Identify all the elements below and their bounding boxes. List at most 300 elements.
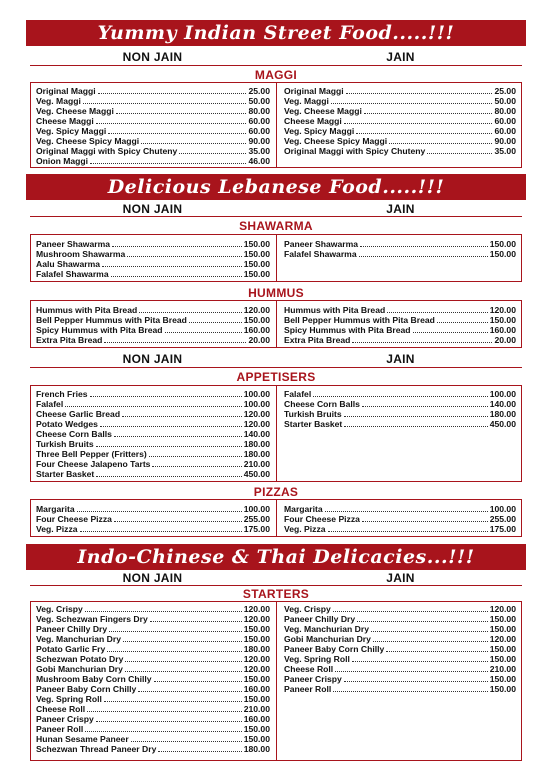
menu-item-price: 120.00	[243, 419, 270, 429]
dot-leader	[165, 332, 242, 333]
menu-item	[36, 684, 270, 694]
starters-jain-list	[284, 604, 516, 694]
menu-item-name: Veg. Cheese Spicy Maggi	[36, 136, 140, 146]
dot-leader	[138, 691, 241, 692]
menu-item-price: 150.00	[243, 315, 270, 325]
dot-leader	[141, 143, 246, 144]
menu-item-price: 100.00	[243, 399, 270, 409]
menu-item-name: Cheese Maggi	[284, 116, 342, 126]
menu-item-name: French Fries	[36, 389, 88, 399]
menu-item	[36, 654, 270, 664]
dot-leader	[149, 456, 242, 457]
menu-item-price: 150.00	[243, 249, 270, 259]
menu-item-price: 150.00	[489, 674, 516, 684]
dot-leader	[373, 641, 488, 642]
menu-item	[36, 704, 270, 714]
menu-item	[36, 146, 270, 156]
column-divider	[276, 601, 277, 761]
menu-item	[36, 389, 270, 399]
menu-item-name: Aalu Shawarma	[36, 259, 100, 269]
menu-item	[284, 116, 516, 126]
menu-item-price: 175.00	[243, 524, 270, 534]
menu-item-name: Turkish Bruits	[36, 439, 94, 449]
menu-item-price: 450.00	[489, 419, 516, 429]
menu-item-name: Cheese Roll	[284, 664, 334, 674]
dot-leader	[154, 681, 242, 682]
column-divider	[276, 385, 277, 482]
menu-item-price: 100.00	[243, 389, 270, 399]
menu-item-name: Gobi Manchurian Dry	[284, 634, 371, 644]
menu-item-price: 120.00	[243, 664, 270, 674]
menu-item-name: Veg. Manchurian Dry	[284, 624, 370, 634]
menu-item-name: Veg. Pizza	[284, 524, 326, 534]
menu-item-name: Paneer Crispy	[36, 714, 94, 724]
dot-leader	[139, 312, 241, 313]
menu-item-price: 210.00	[243, 459, 270, 469]
menu-item-price: 150.00	[489, 644, 516, 654]
menu-item	[284, 239, 516, 249]
menu-item-price: 160.00	[243, 714, 270, 724]
menu-item-price: 100.00	[489, 504, 516, 514]
dot-leader	[371, 631, 488, 632]
dot-leader	[427, 153, 492, 154]
menu-item-name: Original Maggi with Spicy Chuteny	[284, 146, 426, 156]
menu-item-name: Potato Wedges	[36, 419, 98, 429]
menu-item-name: Veg. Schezwan Fingers Dry	[36, 614, 148, 624]
menu-item-price: 150.00	[243, 724, 270, 734]
dot-leader	[362, 406, 488, 407]
menu-item-price: 25.00	[494, 86, 516, 96]
dot-leader	[104, 342, 246, 343]
dot-leader	[386, 651, 487, 652]
menu-item-name: Margarita	[284, 504, 323, 514]
menu-item	[36, 734, 270, 744]
menu-item-price: 450.00	[243, 469, 270, 479]
menu-item-price: 60.00	[494, 126, 516, 136]
menu-item	[284, 86, 516, 96]
menu-item-price: 150.00	[243, 624, 270, 634]
menu-item-name: Paneer Shawarma	[284, 239, 359, 249]
menu-item	[284, 654, 516, 664]
menu-item-price: 120.00	[489, 604, 516, 614]
dot-leader	[331, 103, 493, 104]
menu-item-name: Falafel	[36, 399, 64, 409]
menu-item	[36, 714, 270, 724]
menu-item-price: 50.00	[494, 96, 516, 106]
menu-item	[36, 269, 270, 279]
menu-item	[36, 624, 270, 634]
menu-item-price: 100.00	[243, 504, 270, 514]
menu-item	[284, 399, 516, 409]
menu-item-name: Veg. Cheese Spicy Maggi	[284, 136, 388, 146]
menu-item	[284, 624, 516, 634]
menu-item-price: 150.00	[489, 249, 516, 259]
dot-leader	[96, 446, 242, 447]
menu-item-name: Falafel Shawarma	[284, 249, 357, 259]
menu-item	[284, 146, 516, 156]
menu-item-name: Veg. Spicy Maggi	[36, 126, 107, 136]
dot-leader	[346, 93, 493, 94]
maggi-jain-list	[284, 86, 516, 156]
menu-item	[36, 335, 270, 345]
dot-leader	[356, 133, 492, 134]
dot-leader	[131, 741, 242, 742]
menu-item-price: 180.00	[243, 744, 270, 754]
menu-item	[36, 249, 270, 259]
dot-leader	[85, 611, 242, 612]
menu-item-name: Paneer Chilly Dry	[284, 614, 356, 624]
menu-item	[284, 305, 516, 315]
menu-item	[284, 684, 516, 694]
menu-item-price: 150.00	[243, 694, 270, 704]
menu-item-name: Spicy Hummus with Pita Bread	[36, 325, 163, 335]
menu-item-price: 150.00	[243, 239, 270, 249]
menu-item	[36, 259, 270, 269]
dot-leader	[122, 416, 242, 417]
dot-leader	[83, 103, 247, 104]
nonjain-heading: NON JAIN	[122, 50, 183, 64]
menu-item	[284, 604, 516, 614]
menu-item	[36, 644, 270, 654]
menu-item-price: 80.00	[494, 106, 516, 116]
section-starters: STARTERS	[242, 587, 310, 601]
dot-leader	[80, 531, 242, 532]
menu-item-name: Margarita	[36, 504, 75, 514]
menu-item	[284, 419, 516, 429]
menu-item	[36, 694, 270, 704]
menu-item	[36, 459, 270, 469]
menu-item	[284, 664, 516, 674]
menu-item-name: Paneer Crispy	[284, 674, 342, 684]
dot-leader	[437, 322, 488, 323]
menu-item-name: Paneer Shawarma	[36, 239, 111, 249]
menu-item-name: Veg. Maggi	[36, 96, 81, 106]
menu-item-name: Four Cheese Pizza	[36, 514, 112, 524]
menu-item	[36, 409, 270, 419]
menu-item-name: Veg. Spring Roll	[284, 654, 350, 664]
column-divider	[276, 499, 277, 537]
menu-item	[284, 644, 516, 654]
menu-item-name: Bell Pepper Hummus with Pita Bread	[284, 315, 435, 325]
menu-item-price: 255.00	[489, 514, 516, 524]
menu-item-name: Paneer Baby Corn Chilly	[284, 644, 385, 654]
menu-item-name: Hummus with Pita Bread	[284, 305, 386, 315]
dot-leader	[109, 631, 242, 632]
menu-item-name: Hunan Sesame Paneer	[36, 734, 129, 744]
menu-item-name: Mushroom Baby Corn Chilly	[36, 674, 152, 684]
menu-item	[284, 389, 516, 399]
menu-item	[284, 674, 516, 684]
section-appetisers: APPETISERS	[236, 370, 316, 384]
menu-item	[36, 305, 270, 315]
hummus-nonjain-list	[36, 305, 270, 345]
menu-item	[36, 325, 270, 335]
menu-item-price: 180.00	[243, 644, 270, 654]
menu-item-name: Starter Basket	[36, 469, 95, 479]
dot-leader	[389, 143, 492, 144]
divider	[30, 367, 522, 368]
menu-item	[36, 96, 270, 106]
dot-leader	[96, 123, 247, 124]
menu-item-name: Gobi Manchurian Dry	[36, 664, 123, 674]
menu-item-price: 20.00	[248, 335, 270, 345]
pizzas-nonjain-list	[36, 504, 270, 534]
menu-item-price: 150.00	[243, 734, 270, 744]
menu-item-name: Veg. Cheese Maggi	[36, 106, 114, 116]
hummus-jain-list	[284, 305, 516, 345]
menu-item-price: 150.00	[243, 269, 270, 279]
menu-item-price: 120.00	[243, 614, 270, 624]
dot-leader	[360, 246, 488, 247]
menu-item-name: Falafel	[284, 389, 312, 399]
menu-item-price: 150.00	[489, 239, 516, 249]
menu-item	[36, 634, 270, 644]
dot-leader	[333, 611, 488, 612]
dot-leader	[108, 133, 246, 134]
menu-item-price: 35.00	[494, 146, 516, 156]
menu-item-name: Extra Pita Bread	[36, 335, 103, 345]
dot-leader	[362, 521, 488, 522]
dot-leader	[107, 651, 241, 652]
menu-item-name: Cheese Corn Balls	[284, 399, 360, 409]
menu-item	[284, 136, 516, 146]
nonjain-heading: NON JAIN	[122, 202, 183, 216]
menu-item-price: 150.00	[489, 654, 516, 664]
starters-nonjain-list	[36, 604, 270, 754]
menu-item	[36, 524, 270, 534]
jain-heading: JAIN	[386, 352, 415, 366]
menu-item-name: Veg. Crispy	[36, 604, 83, 614]
menu-item-name: Veg. Crispy	[284, 604, 331, 614]
dot-leader	[96, 721, 242, 722]
menu-item-price: 255.00	[243, 514, 270, 524]
menu-item	[284, 106, 516, 116]
menu-item	[36, 604, 270, 614]
menu-item-name: Mushroom Shawarma	[36, 249, 126, 259]
menu-item-name: Four Cheese Pizza	[284, 514, 360, 524]
dot-leader	[344, 416, 488, 417]
menu-item-price: 60.00	[248, 116, 270, 126]
menu-item-price: 120.00	[243, 604, 270, 614]
shawarma-jain-list	[284, 239, 516, 259]
dot-leader	[333, 691, 487, 692]
dot-leader	[125, 671, 242, 672]
column-divider	[276, 300, 277, 348]
menu-item-price: 90.00	[494, 136, 516, 146]
menu-item	[284, 315, 516, 325]
menu-item-price: 120.00	[243, 305, 270, 315]
menu-item-price: 120.00	[243, 654, 270, 664]
menu-item	[36, 156, 270, 166]
dot-leader	[344, 123, 493, 124]
menu-item	[36, 106, 270, 116]
menu-item-name: Cheese Garlic Bread	[36, 409, 121, 419]
menu-item	[36, 429, 270, 439]
menu-item-price: 160.00	[489, 325, 516, 335]
dot-leader	[116, 113, 247, 114]
menu-item-name: Cheese Corn Balls	[36, 429, 112, 439]
menu-item	[284, 335, 516, 345]
menu-item	[284, 504, 516, 514]
menu-item-name: Veg. Manchurian Dry	[36, 634, 122, 644]
dot-leader	[387, 312, 487, 313]
menu-item	[284, 409, 516, 419]
column-divider	[276, 82, 277, 168]
menu-item	[36, 439, 270, 449]
menu-item-name: Hummus with Pita Bread	[36, 305, 138, 315]
dot-leader	[96, 476, 241, 477]
banner-lebanese-food: Delicious Lebanese Food.....!!!	[26, 174, 526, 200]
menu-item-price: 180.00	[243, 439, 270, 449]
dot-leader	[189, 322, 242, 323]
shawarma-nonjain-list	[36, 239, 270, 279]
menu-item-price: 140.00	[243, 429, 270, 439]
menu-item-name: Paneer Chilly Dry	[36, 624, 108, 634]
dot-leader	[357, 621, 488, 622]
menu-item-name: Starter Basket	[284, 419, 343, 429]
section-pizzas: PIZZAS	[253, 485, 299, 499]
menu-item-name: Veg. Cheese Maggi	[284, 106, 362, 116]
menu-item	[36, 469, 270, 479]
menu-item-name: Veg. Pizza	[36, 524, 78, 534]
menu-item-price: 150.00	[243, 674, 270, 684]
menu-item-price: 90.00	[248, 136, 270, 146]
menu-item-price: 175.00	[489, 524, 516, 534]
menu-item	[36, 399, 270, 409]
menu-item	[284, 514, 516, 524]
dot-leader	[123, 641, 242, 642]
dot-leader	[335, 671, 488, 672]
menu-item-name: Schezwan Thread Paneer Dry	[36, 744, 157, 754]
menu-item-name: Veg. Spring Roll	[36, 694, 102, 704]
dot-leader	[344, 681, 488, 682]
dot-leader	[127, 256, 241, 257]
menu-item	[284, 96, 516, 106]
dot-leader	[100, 426, 242, 427]
menu-item-price: 80.00	[248, 106, 270, 116]
menu-item	[284, 634, 516, 644]
dot-leader	[111, 276, 242, 277]
dot-leader	[104, 701, 242, 702]
menu-item-price: 25.00	[248, 86, 270, 96]
nonjain-heading: NON JAIN	[122, 571, 183, 585]
menu-item-name: Schezwan Potato Dry	[36, 654, 124, 664]
menu-item-price: 180.00	[489, 409, 516, 419]
menu-item	[36, 449, 270, 459]
menu-item	[36, 614, 270, 624]
menu-item-price: 60.00	[494, 116, 516, 126]
menu-item-name: Extra Pita Bread	[284, 335, 351, 345]
menu-item-price: 150.00	[489, 624, 516, 634]
menu-item	[36, 136, 270, 146]
nonjain-heading: NON JAIN	[122, 352, 183, 366]
dot-leader	[98, 93, 247, 94]
menu-item-price: 140.00	[489, 399, 516, 409]
dot-leader	[102, 266, 242, 267]
banner-indian-street-food: Yummy Indian Street Food.....!!!	[26, 20, 526, 46]
menu-item	[36, 126, 270, 136]
dot-leader	[150, 621, 242, 622]
menu-item-price: 210.00	[489, 664, 516, 674]
appetisers-jain-list	[284, 389, 516, 429]
menu-item-price: 160.00	[243, 325, 270, 335]
menu-item-name: Original Maggi	[36, 86, 96, 96]
menu-item-price: 160.00	[243, 684, 270, 694]
dot-leader	[65, 406, 241, 407]
menu-item-price: 150.00	[243, 634, 270, 644]
menu-item-name: Three Bell Pepper (Fritters)	[36, 449, 147, 459]
menu-item	[284, 524, 516, 534]
menu-item-name: Veg. Maggi	[284, 96, 329, 106]
menu-item	[284, 126, 516, 136]
menu-item-price: 180.00	[243, 449, 270, 459]
appetisers-nonjain-list	[36, 389, 270, 479]
menu-item-name: Paneer Roll	[36, 724, 84, 734]
section-maggi: MAGGI	[254, 68, 298, 82]
dot-leader	[85, 731, 241, 732]
divider	[30, 65, 522, 66]
menu-item-price: 120.00	[243, 409, 270, 419]
menu-item-price: 150.00	[243, 259, 270, 269]
dot-leader	[114, 521, 242, 522]
menu-item-price: 120.00	[489, 305, 516, 315]
dot-leader	[364, 113, 493, 114]
menu-item	[284, 249, 516, 259]
dot-leader	[352, 342, 492, 343]
dot-leader	[152, 466, 241, 467]
menu-item-name: Four Cheese Jalapeno Tarts	[36, 459, 151, 469]
jain-heading: JAIN	[386, 202, 415, 216]
menu-item-name: Falafel Shawarma	[36, 269, 109, 279]
menu-item-name: Paneer Baby Corn Chilly	[36, 684, 137, 694]
dot-leader	[344, 426, 487, 427]
dot-leader	[325, 511, 488, 512]
menu-item	[36, 504, 270, 514]
menu-item	[36, 86, 270, 96]
menu-item-name: Cheese Roll	[36, 704, 86, 714]
dot-leader	[328, 531, 488, 532]
menu-item-name: Veg. Spicy Maggi	[284, 126, 355, 136]
divider	[30, 216, 522, 217]
menu-item-price: 50.00	[248, 96, 270, 106]
menu-item-name: Bell Pepper Hummus with Pita Bread	[36, 315, 187, 325]
jain-heading: JAIN	[386, 571, 415, 585]
section-hummus: HUMMUS	[248, 286, 304, 300]
menu-item-price: 120.00	[489, 634, 516, 644]
menu-item-name: Original Maggi	[284, 86, 344, 96]
dot-leader	[179, 153, 246, 154]
menu-item-price: 60.00	[248, 126, 270, 136]
menu-item	[36, 315, 270, 325]
dot-leader	[114, 436, 242, 437]
pizzas-jain-list	[284, 504, 516, 534]
dot-leader	[359, 256, 488, 257]
menu-item-price: 46.00	[248, 156, 270, 166]
menu-item-price: 150.00	[489, 614, 516, 624]
menu-item	[36, 116, 270, 126]
menu-item-name: Potato Garlic Fry	[36, 644, 106, 654]
dot-leader	[112, 246, 242, 247]
banner-indo-chinese-thai: Indo-Chinese & Thai Delicacies...!!!	[26, 544, 526, 570]
dot-leader	[125, 661, 241, 662]
menu-item	[36, 724, 270, 734]
dot-leader	[158, 751, 241, 752]
menu-item-name: Cheese Maggi	[36, 116, 94, 126]
menu-item	[36, 664, 270, 674]
menu-item-price: 150.00	[489, 684, 516, 694]
menu-item	[36, 674, 270, 684]
menu-item-name: Spicy Hummus with Pita Bread	[284, 325, 411, 335]
